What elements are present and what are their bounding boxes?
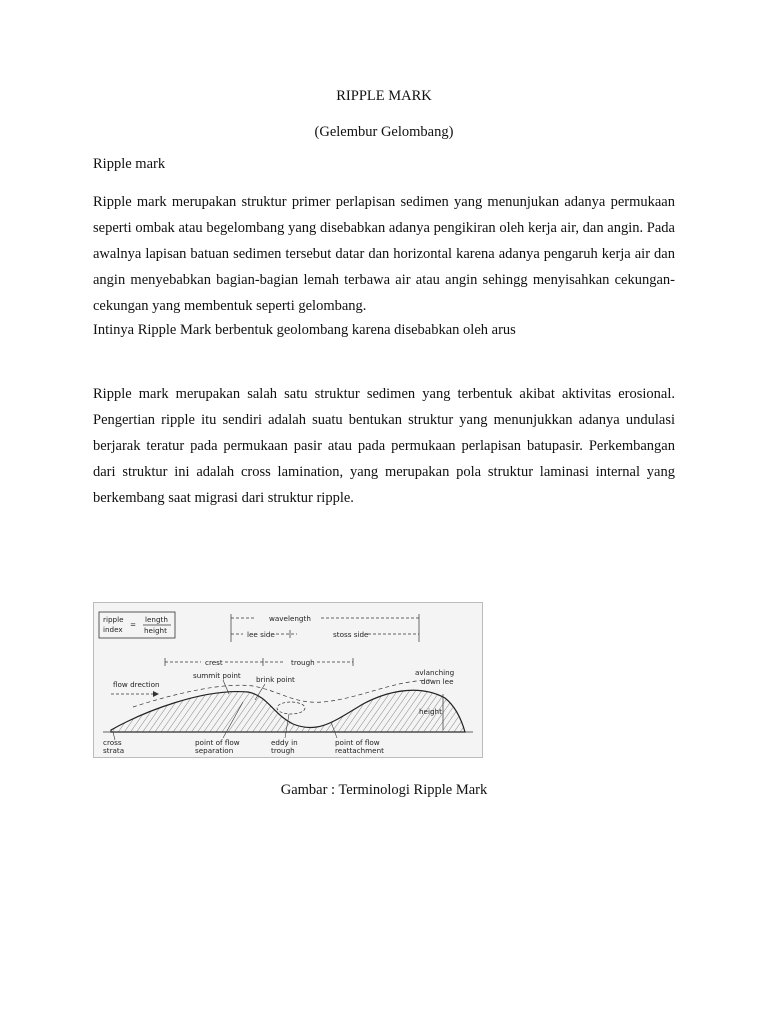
- ripple-mark-figure: [93, 602, 483, 758]
- index-equals: =: [130, 620, 137, 629]
- ripple-terminology-diagram: [93, 602, 483, 758]
- cross-strata-label-1: cross: [103, 738, 122, 747]
- stoss-side-label: stoss side: [333, 630, 369, 639]
- avalanching-label-2: down lee: [421, 677, 454, 686]
- figure-caption: Gambar : Terminologi Ripple Mark: [280, 782, 488, 798]
- flow-direction-label: flow drection: [113, 680, 160, 689]
- flow-separation-label-1: point of flow: [195, 738, 240, 747]
- ripple-index-label-1: ripple: [103, 615, 124, 624]
- index-height-label: height: [144, 626, 167, 635]
- eddy-label-1: eddy in: [271, 738, 298, 747]
- flow-separation-label-2: separation: [195, 746, 234, 755]
- avalanching-label-1: avlanching: [415, 668, 455, 677]
- cross-strata-label-2: strata: [103, 746, 125, 755]
- trough-label: trough: [291, 658, 315, 667]
- summit-point-label: summit point: [193, 671, 241, 680]
- crest-label: crest: [205, 658, 223, 667]
- document-subtitle: (Gelembur Gelombang): [314, 124, 454, 140]
- document-title: RIPPLE MARK: [336, 88, 432, 104]
- eddy-label-2: trough: [271, 746, 295, 755]
- paragraph-1: Ripple mark merupakan struktur primer perlapisan sedimen yang menunjukan adanya permukaan seperti ombak atau begelombang yang disebabkan adanya pengikiran oleh kerja air, dan angin. Pada awalnya lapisan batuan sedimen tersebut datar dan horizontal karena adanya pengaruh kerja air dan angin menyebabkan bagian-bagian lemah terbawa air atau angin sehingg menyisahkan cekungan-cekungan yang membentuk seperti gelombang.: [93, 194, 675, 314]
- paragraph-2: Intinya Ripple Mark berbentuk geolombang karena disebabkan oleh arus: [93, 322, 516, 338]
- paragraph-3: Ripple mark merupakan salah satu struktur sedimen yang terbentuk akibat aktivitas erosional. Pengertian ripple itu sendiri adalah suatu bentukan struktur yang menunjukkan adanya undulasi berjarak teratur pada permukaan pasir atau pada permukaan perlapisan batupasir. Perkembangan dari struktur ini adalah cross lamination, yang merupakan pola struktur laminasi internal yang berkembang saat migrasi dari struktur ripple.: [93, 386, 675, 506]
- reattachment-label-2: reattachment: [335, 746, 384, 755]
- reattachment-label-1: point of flow: [335, 738, 380, 747]
- section-heading: Ripple mark: [93, 156, 166, 172]
- wavelength-label: wavelength: [269, 614, 311, 623]
- index-length-label: length: [145, 615, 168, 624]
- lee-side-label: lee side: [247, 630, 275, 639]
- ripple-index-label-2: index: [103, 625, 123, 634]
- height-marker-label: height: [419, 707, 442, 716]
- brink-point-label: brink point: [256, 675, 295, 684]
